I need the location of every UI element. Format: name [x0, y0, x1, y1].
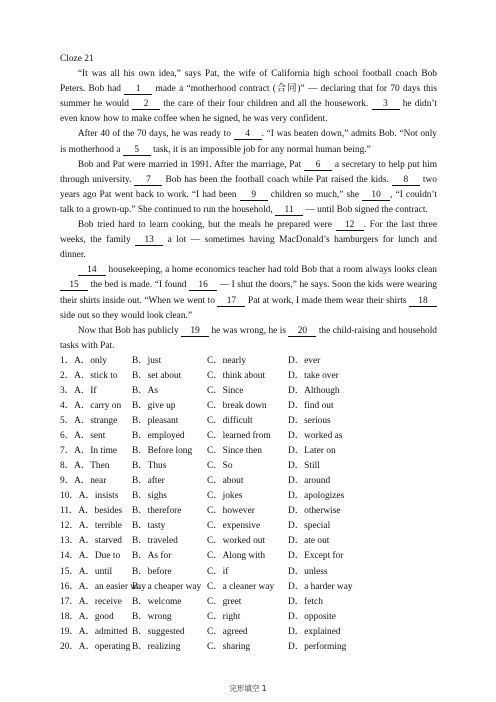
option-choice: 8．A．Then: [60, 461, 110, 472]
blank-7: 7: [134, 175, 162, 186]
option-choice: C．sharing: [207, 641, 251, 652]
passage-text: side out so they would look clean.”: [60, 310, 193, 321]
passage-text: task, it is an impossible job for any normal human being.”: [150, 144, 371, 155]
passage-text: Bob tried hard to learn cooking, but the meals he prepared were: [77, 220, 336, 231]
option-choice: 3．A．If: [60, 385, 97, 396]
blank-16: 16: [189, 280, 217, 291]
option-choice: 11．A．besides: [60, 506, 123, 517]
passage-text: two years ago Pat went back to work. “I had been: [60, 174, 437, 200]
option-choice: B．therefore: [132, 506, 182, 517]
passage-text: a secretary to help put him through university.: [60, 159, 437, 185]
blank-9: 9: [240, 190, 268, 201]
passage-text: “It was all his own idea,” says Pat, the wife of California high school football coach Bob Peters. Bob had: [60, 69, 437, 95]
option-row: [60, 444, 437, 459]
option-choice: C．worked out: [207, 536, 266, 547]
option-choice: C．a cleaner way: [207, 581, 275, 592]
option-choice: D．explained: [288, 626, 341, 637]
option-choice: 15．A．until: [60, 566, 113, 577]
document-title: Cloze 21: [60, 54, 94, 64]
option-choice: 20．A．operating: [60, 641, 131, 652]
option-row: [60, 640, 437, 655]
passage-paragraph: [60, 324, 437, 354]
option-choice: B．set about: [132, 370, 182, 381]
option-choice: B．wrong: [132, 611, 172, 622]
option-choice: C．nearly: [207, 355, 247, 366]
option-row: [60, 474, 437, 489]
blank-10: 10: [362, 190, 390, 201]
option-choice: 12．A．terrible: [60, 521, 122, 532]
blank-12: 12: [336, 220, 364, 231]
passage-text: a lot — sometimes having MacDonald’s hamburgers for lunch and dinner.: [60, 235, 437, 261]
option-choice: B．traveled: [132, 536, 178, 547]
option-choice: C．however: [207, 506, 255, 517]
option-choice: D．opposite: [288, 611, 336, 622]
option-row: [60, 519, 437, 534]
option-row: [60, 504, 437, 519]
passage-text: the care of their four children and all the housework.: [160, 99, 372, 110]
option-row: [60, 489, 437, 504]
option-row: [60, 610, 437, 625]
option-choice: C．if: [207, 566, 229, 577]
option-choice: C．Since: [207, 385, 244, 396]
option-choice: B．As for: [132, 551, 172, 562]
option-choice: 16．A．an easier way: [60, 581, 146, 592]
option-row: [60, 414, 437, 429]
blank-1: 1: [124, 84, 152, 95]
option-choice: 13．A．starved: [60, 536, 122, 547]
option-choice: C．break down: [207, 401, 267, 412]
option-choice: B．pleasant: [132, 416, 179, 427]
option-choice: D．Except for: [288, 551, 344, 562]
option-choice: D．around: [288, 476, 331, 487]
option-choice: D．serious: [288, 416, 331, 427]
passage-text: he was wrong, he is: [209, 325, 289, 336]
passage-paragraph: [60, 218, 437, 263]
passage-text: — until Bob signed the contract.: [303, 204, 428, 215]
blank-2: 2: [132, 99, 160, 110]
document-page: [60, 52, 437, 655]
option-choice: D．performing: [288, 641, 347, 652]
passage-paragraph: [60, 127, 437, 157]
option-choice: C．greet: [207, 596, 242, 607]
option-choice: B．Before long: [132, 446, 193, 457]
option-choice: B．Thus: [132, 461, 167, 472]
option-choice: C．expensive: [207, 521, 261, 532]
passage-text: children so much,” she: [267, 189, 363, 200]
option-choice: B．sighs: [132, 491, 167, 502]
option-row: [60, 565, 437, 580]
option-choice: B．welcome: [132, 596, 182, 607]
passage-text: made a “motherhood contract (合同)” — declaring that for 70 days this summer he would: [60, 84, 437, 110]
option-choice: B．employed: [132, 431, 185, 442]
option-row: [60, 625, 437, 640]
option-choice: D．Still: [288, 461, 320, 472]
passage-text: — I shut the doors,” he says. Soon the kids were wearing their shirts inside out. “When we went to: [60, 280, 437, 306]
option-choice: B．As: [132, 385, 159, 396]
option-choice: D．unless: [288, 566, 328, 577]
option-choice: C．think about: [207, 370, 266, 381]
option-row: [60, 384, 437, 399]
blank-11: 11: [275, 205, 303, 216]
passage-text: , “I couldn’t talk to a grown-up.” She continued to run the household,: [60, 189, 438, 215]
option-choice: B．realizing: [132, 641, 181, 652]
option-choice: B．just: [132, 355, 162, 366]
option-choice: B．tasty: [132, 521, 166, 532]
option-choice: D．apologizes: [288, 491, 345, 502]
option-row: [60, 369, 437, 384]
passage-text: housekeeping, a home economics teacher had told Bob that a room always looks clean: [105, 265, 437, 276]
option-choice: B．a cheaper way: [132, 581, 202, 592]
option-choice: B．before: [132, 566, 172, 577]
option-choice: C．about: [207, 476, 244, 487]
blank-8: 8: [392, 175, 420, 186]
page-footer: 完形填空 1: [229, 684, 267, 693]
option-choice: 17．A．receive: [60, 596, 122, 607]
option-choice: B．after: [132, 476, 165, 487]
option-choice: B．suggested: [132, 626, 185, 637]
passage-paragraph: [60, 67, 437, 127]
passage-text: . For the last three weeks, the family: [60, 220, 437, 246]
passage-text: Bob has been the football coach while Pat raised the kids.: [162, 174, 392, 185]
option-choice: D．otherwise: [288, 506, 341, 517]
option-choice: 9．A．near: [60, 476, 107, 487]
passage-paragraph: [60, 263, 437, 323]
blank-4: 4: [234, 129, 262, 140]
passage-text: After 40 of the 70 days, he was ready to: [77, 129, 234, 140]
option-choice: C．learned from: [207, 431, 271, 442]
option-choice: C．difficult: [207, 416, 253, 427]
option-choice: C．Since then: [207, 446, 262, 457]
option-choice: 10．A．insists: [60, 491, 119, 502]
option-row: [60, 534, 437, 549]
option-choice: C．So: [207, 461, 233, 472]
option-choice: C．right: [207, 611, 241, 622]
option-choice: 7．A．In time: [60, 446, 118, 457]
option-choice: 1．A．only: [60, 355, 107, 366]
blank-15: 15: [60, 280, 88, 291]
option-choice: C．agreed: [207, 626, 248, 637]
option-choice: 4．A．carry on: [60, 401, 122, 412]
option-row: [60, 354, 437, 369]
blank-18: 18: [409, 296, 437, 307]
option-choice: C．jokes: [207, 491, 243, 502]
passage-paragraph: [60, 158, 437, 218]
passage-text: Bob and Pat were married in 1991. After the marriage, Pat: [77, 159, 305, 170]
passage-text: . “I was beaten down,” admits Bob. “Not only is motherhood a: [60, 129, 437, 155]
blank-20: 20: [288, 326, 316, 337]
option-choice: D．Later on: [288, 446, 336, 457]
option-choice: 2．A．stick to: [60, 370, 118, 381]
option-choice: D．ate out: [288, 536, 330, 547]
blank-3: 3: [372, 99, 400, 110]
option-choice: D．take over: [288, 370, 339, 381]
passage-text: the bed is made. “I found: [88, 280, 190, 291]
option-row: [60, 429, 437, 444]
option-choice: D．special: [288, 521, 331, 532]
option-choice: 14．A．Due to: [60, 551, 121, 562]
option-choice: D．fetch: [288, 596, 323, 607]
answer-options: [60, 354, 437, 655]
option-choice: 6．A．sent: [60, 431, 106, 442]
blank-5: 5: [123, 145, 151, 156]
option-choice: D．Although: [288, 385, 340, 396]
passage-text: Now that Bob has publicly: [77, 325, 182, 336]
blank-6: 6: [304, 160, 332, 171]
passage-text: Pat at work, I made them wear their shirts: [245, 295, 409, 306]
option-row: [60, 549, 437, 564]
option-choice: 19．A．admitted: [60, 626, 128, 637]
option-choice: D．ever: [288, 355, 321, 366]
blank-19: 19: [181, 326, 209, 337]
option-row: [60, 595, 437, 610]
option-choice: C．Along with: [207, 551, 266, 562]
passage-text: he didn’t even know how to make coffee when he signed, he was very confident.: [60, 99, 437, 125]
option-row: [60, 399, 437, 414]
option-choice: D．a harder way: [288, 581, 353, 592]
blank-14: 14: [78, 265, 106, 276]
passage-text: the child-raising and household tasks with Pat.: [60, 325, 437, 351]
option-row: [60, 459, 437, 474]
option-choice: D．find out: [288, 401, 334, 412]
option-choice: 5．A．strange: [60, 416, 118, 427]
option-row: [60, 580, 437, 595]
option-choice: 18．A．good: [60, 611, 114, 622]
blank-17: 17: [217, 296, 245, 307]
passage: [60, 67, 437, 354]
option-choice: D．worked as: [288, 431, 343, 442]
option-choice: B．give up: [132, 401, 176, 412]
blank-13: 13: [135, 235, 163, 246]
